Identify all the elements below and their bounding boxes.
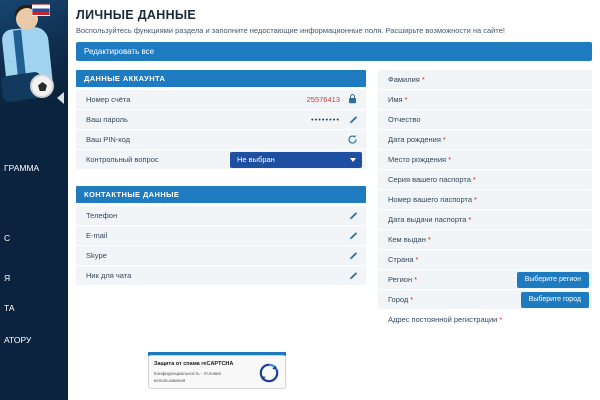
recaptcha-terms-link[interactable]: использования — [154, 378, 186, 383]
required-marker: * — [472, 175, 476, 184]
lock-icon — [346, 94, 358, 106]
sidebar — [0, 0, 68, 400]
row-label: Ваш PIN-код — [86, 135, 131, 144]
row-label-text: Серия вашего паспорта — [388, 175, 471, 184]
row-lastname[interactable] — [378, 70, 592, 90]
row-label-text: Дата рождения — [388, 135, 441, 144]
page-subtitle: Воспользуйтесь функциями раздела и заполните недостающие информационные поля. Расширьте возможности на сайте! — [76, 26, 505, 35]
required-marker: * — [427, 235, 431, 244]
row-chat-nick[interactable] — [76, 266, 366, 286]
sidebar-item-s[interactable] — [0, 228, 68, 248]
row-label — [378, 275, 417, 284]
sidebar-item-label: АТОРУ — [4, 335, 32, 345]
row-email[interactable] — [76, 226, 366, 246]
sidebar-item-label: С — [4, 233, 11, 243]
choose-region-button[interactable] — [517, 272, 589, 288]
required-marker: * — [499, 315, 503, 324]
row-passport-series[interactable] — [378, 170, 592, 190]
row-registration-address[interactable] — [378, 310, 592, 330]
row-label: Ник для чата — [86, 271, 132, 280]
pencil-icon[interactable] — [349, 115, 359, 125]
sidebar-item-label: ГРАММА — [4, 163, 40, 173]
row-passport-issuer[interactable] — [378, 230, 592, 250]
required-marker: * — [414, 275, 418, 284]
row-label — [378, 75, 425, 84]
row-label: Контрольный вопрос — [86, 155, 159, 164]
row-passport-number[interactable] — [378, 190, 592, 210]
security-question-select[interactable] — [230, 152, 362, 168]
row-label-text: Город — [388, 295, 409, 304]
row-label-text: Кем выдан — [388, 235, 426, 244]
required-marker: * — [442, 135, 446, 144]
chevron-down-icon — [350, 158, 356, 162]
row-firstname[interactable] — [378, 90, 592, 110]
player-photo — [0, 0, 68, 104]
choose-city-button[interactable] — [521, 292, 589, 308]
security-question-value: Не выбран — [237, 155, 275, 164]
recaptcha-badge[interactable] — [148, 355, 286, 389]
sidebar-item-programma[interactable] — [0, 158, 68, 178]
row-skype[interactable] — [76, 246, 366, 266]
row-label — [378, 255, 418, 264]
required-marker: * — [415, 255, 419, 264]
row-birthplace[interactable] — [378, 150, 592, 170]
row-label: Skype — [86, 251, 107, 260]
account-section-title: ДАННЫЕ АККАУНТА — [76, 70, 366, 87]
choose-region-label: Выберите регион — [524, 276, 581, 283]
right-column — [378, 70, 592, 330]
row-label — [378, 135, 446, 144]
row-label-text: Адрес постоянной регистрации — [388, 315, 498, 324]
chevron-right-icon[interactable] — [57, 92, 64, 104]
pencil-icon[interactable] — [349, 231, 359, 241]
row-phone[interactable] — [76, 206, 366, 226]
row-security-question[interactable] — [76, 150, 366, 170]
edit-all-button[interactable] — [76, 42, 592, 61]
row-country[interactable] — [378, 250, 592, 270]
row-account-number[interactable] — [76, 90, 366, 110]
pencil-icon[interactable] — [349, 211, 359, 221]
row-city[interactable] — [378, 290, 592, 310]
refresh-icon[interactable] — [346, 134, 358, 146]
required-marker: * — [410, 295, 414, 304]
row-passport-issue-date[interactable] — [378, 210, 592, 230]
row-label: Телефон — [86, 211, 118, 220]
row-pin-code[interactable] — [76, 130, 366, 150]
password-value: •••••••• — [310, 115, 340, 124]
recaptcha-logo-icon — [259, 363, 279, 383]
row-label — [378, 95, 408, 104]
soccer-ball-icon — [30, 74, 54, 98]
row-label-text: Страна — [388, 255, 414, 264]
page-title: ЛИЧНЫЕ ДАННЫЕ — [76, 8, 197, 22]
required-marker: * — [468, 215, 472, 224]
row-label — [378, 315, 502, 324]
sidebar-item-ta[interactable] — [0, 298, 68, 318]
row-label — [378, 195, 477, 204]
row-label-text: Фамилия — [388, 75, 420, 84]
required-marker: * — [404, 95, 408, 104]
russia-flag-icon — [32, 4, 50, 16]
row-label: Ваш пароль — [86, 115, 128, 124]
pencil-icon[interactable] — [349, 251, 359, 261]
contacts-section-title: КОНТАКТНЫЕ ДАННЫЕ — [76, 186, 366, 203]
row-label-text: Дата выдачи паспорта — [388, 215, 467, 224]
row-region[interactable] — [378, 270, 592, 290]
row-label — [378, 295, 413, 304]
sidebar-item-ya[interactable] — [0, 268, 68, 288]
row-label: Номер счёта — [86, 95, 131, 104]
required-marker: * — [421, 75, 425, 84]
recaptcha-privacy-link[interactable]: Конфиденциальность - Условия — [154, 371, 221, 376]
sidebar-item-label: ТА — [4, 303, 15, 313]
edit-all-label: Редактировать все — [84, 47, 155, 56]
row-label-text: Имя — [388, 95, 403, 104]
row-label — [378, 175, 476, 184]
left-column — [76, 70, 366, 286]
row-label: E-mail — [86, 231, 108, 240]
required-marker: * — [448, 155, 451, 164]
sidebar-item-atoru[interactable] — [0, 330, 68, 350]
row-label-text: Место рождения — [388, 155, 447, 164]
recaptcha-title: Защита от спама reCAPTCHA — [154, 361, 234, 367]
row-label-text: Номер вашего паспорта — [388, 195, 472, 204]
row-label-text: Регион — [388, 275, 413, 284]
row-label — [378, 235, 431, 244]
sidebar-item-label: Я — [4, 273, 11, 283]
required-marker: * — [474, 195, 477, 204]
section-gap — [76, 170, 366, 186]
row-label — [378, 215, 471, 224]
account-number-value: 25576413 — [306, 95, 340, 104]
row-label-text: Отчество — [388, 115, 421, 124]
row-password[interactable] — [76, 110, 366, 130]
row-birthdate[interactable] — [378, 130, 592, 150]
choose-city-label: Выберите город — [528, 296, 581, 303]
main-content — [68, 0, 600, 400]
row-label — [378, 115, 421, 124]
pencil-icon[interactable] — [349, 271, 359, 281]
row-label — [378, 155, 451, 164]
row-middlename[interactable] — [378, 110, 592, 130]
